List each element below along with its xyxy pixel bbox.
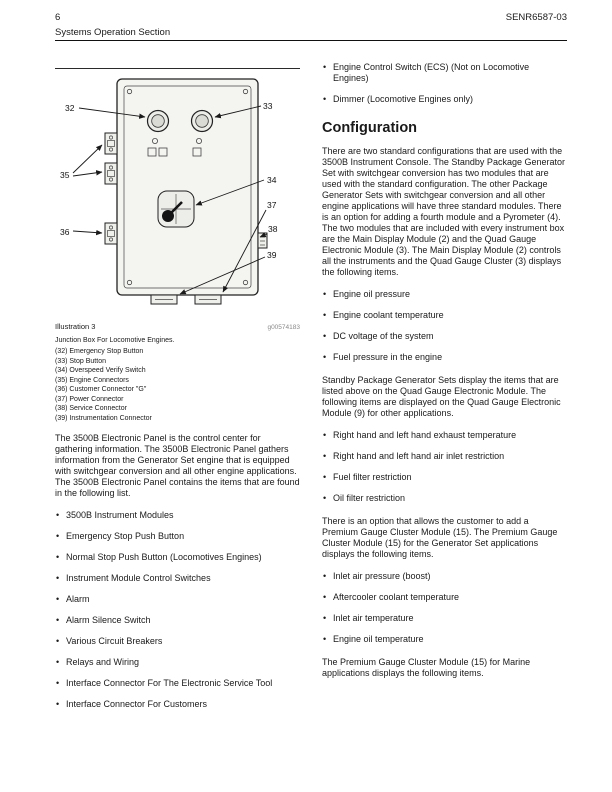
list-item: • Oil filter restriction [322,493,567,504]
list-item: • Emergency Stop Push Button [55,531,300,542]
callout-item: (35) Engine Connectors [55,376,129,384]
illustration-title: Junction Box For Locomotive Engines. [55,337,175,344]
callout-item: (39) Instrumentation Connector [55,414,152,422]
list-item: • Alarm Silence Switch [55,615,300,626]
quad-gauge-cluster-items [322,289,567,363]
illustration-label: Illustration 3 [55,322,96,331]
callout-item: (36) Customer Connector "G" [55,386,147,393]
list-item: • Right hand and left hand air inlet restriction [322,451,567,462]
service-connector-drawing [258,233,267,248]
list-item: • Instrument Module Control Switches [55,573,300,584]
callout-number-39: 39 [267,250,277,260]
configuration-heading: Configuration [322,120,418,136]
configuration-paragraph-1: There are two standard configurations that are used with the 3500B Instrument Console. The Standby Package Generator Set with switchgear conversion has two modules that are used with the standard configuration. The other Package Generator Sets with switchgear conversion and all other engine applications will have three standard modules. There is an option for adding a fourth module and a Pyrometer (4). The two modules that are included with every instrument box are the Main Display Module (2) and the Quad Gauge Electronic Module (3). The Main Display Module (2) controls all the instruments and the Quad Gauge Cluster (3) displays the following items. [322,146,565,277]
callout-number-38: 38 [268,224,278,234]
list-item: • Fuel filter restriction [322,472,567,483]
emergency-stop-button-drawing [148,111,169,132]
page-number: 6 [55,12,61,23]
configuration-paragraph-4: The Premium Gauge Cluster Module (15) for Marine applications displays the following items. [322,657,531,678]
list-item: • Various Circuit Breakers [55,636,300,647]
callout-item: (38) Service Connector [55,405,127,412]
list-item: • Interface Connector For The Electronic Service Tool [55,678,300,689]
list-item: • Engine oil pressure [322,289,567,300]
list-item: • 3500B Instrument Modules [55,510,300,521]
illustration-id: g00574183 [267,324,300,331]
engine-connector-lower [105,163,117,184]
callout-list [55,347,300,423]
panel-items-list-continued [322,62,567,105]
list-item: • Fuel pressure in the engine [322,352,567,363]
list-item: • Relays and Wiring [55,657,300,668]
left-column [55,68,300,722]
list-item: • Engine oil temperature [322,634,567,645]
right-column [322,62,567,690]
callout-number-33: 33 [263,101,273,111]
callout-item: (32) Emergency Stop Button [55,348,144,355]
list-item: • Engine coolant temperature [322,310,567,321]
power-connector-drawing [195,295,221,304]
overspeed-verify-switch-drawing [158,191,194,227]
panel-items-list [55,510,300,710]
list-item: • Aftercooler coolant temperature [322,592,567,603]
callout-number-32: 32 [65,103,75,113]
callout-number-34: 34 [267,175,277,185]
callout-number-37: 37 [267,200,277,210]
list-item: • Inlet air temperature [322,613,567,624]
quad-gauge-module-items [322,430,567,504]
section-title: Systems Operation Section [55,27,171,38]
engine-connector-upper [105,133,117,154]
list-item: • Engine Control Switch (ECS) (Not on Locomotive Engines) [322,62,567,84]
premium-gauge-cluster-items [322,571,567,645]
illustration-caption [55,322,300,423]
illustration-top-rule [55,68,300,69]
list-item: • Inlet air pressure (boost) [322,571,567,582]
list-item: • Right hand and left hand exhaust temperature [322,430,567,441]
callout-item: (34) Overspeed Verify Switch [55,367,146,374]
header-rule [55,40,567,41]
callout-number-36: 36 [60,227,70,237]
callout-item: (33) Stop Button [55,357,106,365]
configuration-paragraph-2: Standby Package Generator Sets display the items that are listed above on the Quad Gauge Electronic Module. The following items are displayed on the Quad Gauge Electronic Module (9) for other applications. [322,375,561,418]
list-item: • Alarm [55,594,300,605]
illustration-figure [55,71,300,423]
list-item: • Dimmer (Locomotive Engines only) [322,94,567,105]
junction-box-drawing [55,71,300,316]
list-item: • Normal Stop Push Button (Locomotives Engines) [55,552,300,563]
configuration-paragraph-3: There is an option that allows the customer to add a Premium Gauge Cluster Module (15). The Premium Gauge Cluster Module (15) for the Generator Set applications displays the following items. [322,516,558,559]
document-number: SENR6587-03 [505,12,567,23]
list-item: • DC voltage of the system [322,331,567,342]
callout-number-35: 35 [60,170,70,180]
callout-item: (37) Power Connector [55,395,124,403]
page-header [55,12,567,38]
customer-connector-g-drawing [105,223,117,244]
panel-intro-paragraph: The 3500B Electronic Panel is the control center for gathering information. The 3500B Electronic Panel gathers information from the Generator Set engine that is equipped with switchgear conversion and all other engine applications. The 3500B Electronic Panel contains the items that are found in the following list. [55,433,300,498]
instrumentation-connector-drawing [151,295,177,304]
stop-button-drawing [192,111,213,132]
list-item: • Interface Connector For Customers [55,699,300,710]
